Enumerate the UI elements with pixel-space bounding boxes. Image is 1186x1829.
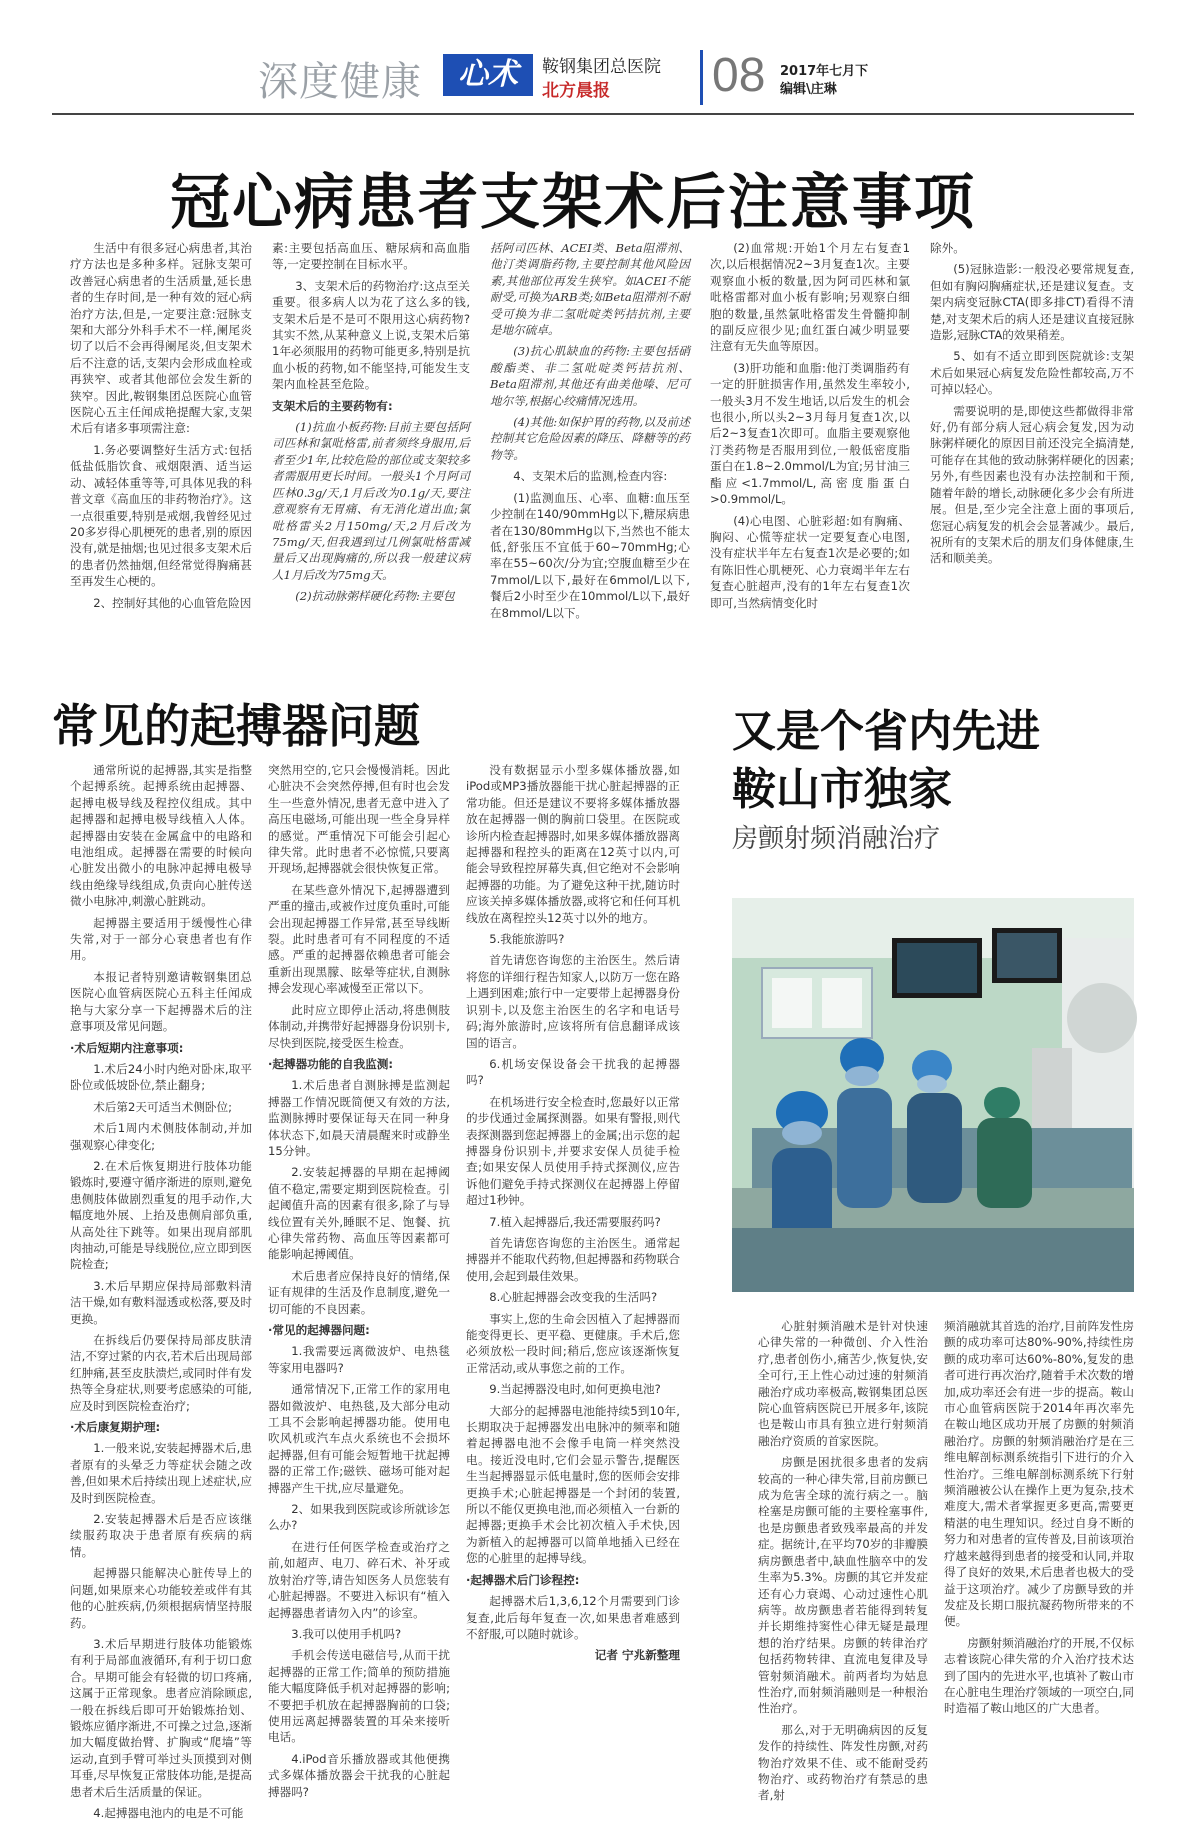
article1-headline: 冠心病患者支架术后注意事项 xyxy=(170,168,976,238)
paragraph: 4.iPod音乐播放器或其他便携式多媒体播放器会干扰我的心脏起搏器吗? xyxy=(268,1751,450,1799)
paragraph: 1.术后患者自测脉搏是监测起搏器工作情况既简便又有效的方法,监测脉搏时要保证每天在同一种身体状态下,如晨天清晨醒来时或静坐15分钟。 xyxy=(268,1078,450,1158)
paragraph: 术后患者应保持良好的情绪,保证有规律的生活及作息制度,避免一切可能的不良因素。 xyxy=(268,1268,450,1316)
paragraph: 3、支架术后的药物治疗:这点至关重要。很多病人以为花了这么多的钱,支架术后是不是可不限用这心病药物?其实不然,从某种意义上说,支架术后第1年必须服用的药物可能更多,特别是抗血小板的药物,如不能坚持,可能发生支架内血栓甚至危险。 xyxy=(272,278,470,392)
paragraph: 在进行任何医学检查或治疗之前,如超声、电刀、碎石术、补牙或放射治疗等,请告知医务人员您装有心脏起搏器。不要进入标识有“植入起搏器患者请勿入内”的诊室。 xyxy=(268,1539,450,1620)
article2-col2 xyxy=(268,762,450,1807)
paragraph: 心脏射频消融术是针对快速心律失常的一种微创、介入性治疗,患者创伤小,痛苦少,恢复快,安全可行,王上性心动过速的射频消融治疗成功率极高,鞍钢集团总医院心血管病医院已开展多年,该院也是鞍山市具有独立进行射频消融治疗资质的首家医院。 xyxy=(758,1319,928,1448)
paragraph: 9.当起搏器没电时,如何更换电池? xyxy=(489,1382,661,1397)
paragraph: 起搏器术后1,3,6,12个月需要到门诊复查,此后每年复查一次,如果患者难感到不舒服,可以随时就诊。 xyxy=(466,1594,680,1641)
paragraph: 1.一般来说,安装起搏器术后,患者原有的头晕乏力等症状会随之改善,但如果术后持续出现上述症状,应及时到医院检查。 xyxy=(70,1441,252,1505)
section-name: 深度健康 xyxy=(258,59,422,105)
paragraph: 首先请您咨询您的主治医生。通常起搏器并不能取代药物,但起搏器和药物联合使用,会起到最佳效果。 xyxy=(466,1235,680,1283)
article1-col4 xyxy=(710,240,910,660)
paragraph: 术后1周内术侧肢体制动,并加强观察心律变化; xyxy=(70,1121,252,1152)
subheading: ·起搏器功能的自我监测: xyxy=(268,1056,393,1071)
article3-col1 xyxy=(758,1318,928,1808)
subheading: 支架术后的主要药物有: xyxy=(272,398,393,413)
paragraph: 频消融就其首选的治疗,目前阵发性房颤的成功率可达80%-90%,持续性房颤的成功率可达60%-80%,复发的患者可进行再次治疗,随着手术次数的增加,成功率还会有进一步的提高。鞍山市心血管病医院于2014年再次率先在鞍山地区成功开展了房颤的射频消融治疗。房颤的射频消融治疗是在三维电解剖标测系统指引下进行的介入性治疗。三维电解剖标测系统下行射频消融被公认在操作上更为复杂,技术难度大,需术者掌握更多更高,需要更精湛的电生理知识。经过自身不断的努力和对患者的宣传普及,目前该项治疗越来越得到患者的接受和认同,并取得了良好的效果,术后患者也极大的受益于这项治疗。减少了房颤导致的并发症及长期口服抗凝药物所带来的不便。 xyxy=(944,1319,1134,1629)
paragraph: 此时应立即停止活动,将患侧肢体制动,并携带好起搏器身份识别卡,尽快到医院,接受医生检查。 xyxy=(268,1002,450,1050)
paragraph: 3.术后早期应保持局部敷料清洁干燥,如有敷料湿透或松落,要及时更换。 xyxy=(70,1278,252,1326)
paragraph: (4)其他:如保护胃的药物,以及前述控制其它危险因素的降压、降糖等的药物等。 xyxy=(490,415,690,462)
paragraph: 2、如果我到医院或诊所就诊怎么办? xyxy=(268,1502,450,1533)
paragraph: 通常情况下,正常工作的家用电器如微波炉、电热毯,及大部分电动工具不会影响起搏器功能。使用电吹风机或汽车点火系统也不会损坏起搏器,但有可能会短暂地干扰起搏器的正常工作;磁铁、磁场可能对起搏器产生干扰,应尽量避免。 xyxy=(268,1382,450,1495)
paragraph: (3)肝功能和血脂:他汀类调脂药有一定的肝脏损害作用,虽然发生率较小,一般头3月不发生地话,以后发生的机会也很小,所以头2~3月每月复查1次,以后2~3复查1次即可。血脂主要观察他汀类药物是否服用到位,一般低密度脂蛋白在1.8~2.0mmol/L为宜;另甘油三酯应<1.7mmol/L,高密度脂蛋白>0.9mmol/L。 xyxy=(710,360,910,507)
paragraph: 括阿司匹林、ACEI类、Beta阻滞剂、他汀类调脂药物,主要控制其他风险因素,其他部位再发生狭窄。如ACEI不能耐受,可换为ARB类;如Beta阻滞剂不耐受可换为非二氢吡啶类钙拮抗剂,主要是地尔硫卓。 xyxy=(490,241,690,338)
paragraph: 在机场进行安全检查时,您最好以正常的步伐通过金属探测器。如果有警报,则代表探测器到您起搏器上的金属;出示您的起搏器身份识别卡,并要求安保人员徒手检查;如果安保人员使用手持式探测仪,应告诉他们避免手持式探测仪在起搏器上停留超过1秒钟。 xyxy=(466,1094,680,1208)
masthead-divider xyxy=(700,50,703,105)
paragraph: 手机会传送电磁信号,从而干扰起搏器的正常工作;简单的预防措施能大幅度降低手机对起搏器的影响;不要把手机放在起搏器胸前的口袋;使用远离起搏器装置的耳朵来接听电话。 xyxy=(268,1648,450,1745)
article3-subtitle: 房颤射频消融治疗 xyxy=(732,824,941,854)
subheading: ·术后短期内注意事项: xyxy=(70,1040,184,1055)
paragraph: 通常所说的起搏器,其实是指整个起搏系统。起搏系统由起搏器、起搏电极导线及程控仪组成。其中起搏器和起搏电极导线植入人体。起搏器由安装在金属盒中的电路和电池组成。起搏器在需要的时候向心脏发出微小的电脉冲起搏电极导线由绝缘导线组成,负责向心脏传送微小电脉冲,刺激心脏跳动。 xyxy=(70,763,252,909)
paragraph: 首先请您咨询您的主治医生。然后请将您的详细行程告知家人,以防万一您在路上遇到困难;旅行中一定要带上起搏器身份识别卡,以及您主治医生的名字和电话号码;海外旅游时,应该将所有信息翻译成该国的语言。 xyxy=(466,953,680,1050)
article1-col2 xyxy=(272,240,470,660)
article1-col1 xyxy=(70,240,252,660)
article2-headline: 常见的起搏器问题 xyxy=(52,699,420,753)
paragraph: 在拆线后仍要保持局部皮肤清洁,不穿过紧的内衣,若术后出现局部红肿痛,甚至皮肤溃烂,或同时伴有发热等全身症状,则要考虑感染的可能,应及时到医院检查治疗; xyxy=(70,1333,252,1413)
paragraph: 4.起搏器电池内的电是不可能 xyxy=(93,1805,244,1820)
column-logo: 心术 xyxy=(443,54,533,96)
article2-col3 xyxy=(466,762,680,1807)
paragraph: (2)血常规:开始1个月左右复查1次,以后根据情况2~3月复查1次。主要观察血小板的数量,因为阿司匹林和氯吡格雷都对血小板有影响;另观察白细胞的数量,虽然氯吡格雷发生骨髓抑制的副反应很少见;血红蛋白减少明显要注意有无失血等原因。 xyxy=(710,241,910,354)
subheading: ·起搏器术后门诊程控: xyxy=(466,1572,580,1587)
article3-headline-line2: 鞍山市独家 xyxy=(732,764,952,815)
hospital-name: 鞍钢集团总医院 xyxy=(542,57,661,77)
article2-col1 xyxy=(70,762,252,1820)
operating-room-photo xyxy=(732,898,1134,1292)
subheading: ·常见的起搏器问题: xyxy=(268,1323,370,1337)
paragraph: (1)抗血小板药物:目前主要包括阿司匹林和氯吡格雷,前者须终身服用,后者至少1年,比较危险的部位或支架较多者需服用更长时间。一般头1个月阿司匹林0.3g/天,1月后改为0.1g/天,要注意观察有无胃痛、有无消化道出血;氯吡格雷头2月150mg/天,2月后改为75mg/天,但我遇到过几例氯吡格雷减量后又出现胸痛的,所以我一般建议病人1月后改为75mg天。 xyxy=(272,420,470,582)
paragraph: 本报记者特别邀请鞍钢集团总医院心血管病医院心五科主任闻成艳与大家分享一下起搏器术后的注意事项及常见问题。 xyxy=(70,969,252,1034)
paragraph: 起搏器主要适用于缓慢性心律失常,对于一部分心衰患者也有作用。 xyxy=(70,915,252,963)
paragraph: 5、如有不适立即到医院就诊:支架术后如果冠心病复发危险性都较高,万不可掉以轻心。 xyxy=(930,349,1134,397)
paragraph: 2.安装起搏器术后是否应该继续服药取决于患者原有疾病的病情。 xyxy=(70,1512,252,1559)
paragraph: 大部分的起搏器电池能持续5到10年,长期取决于起搏器发出电脉冲的频率和随着起搏器电池不会像手电筒一样突然没电。接近没电时,它们会显示警告,提醒医生当起搏器显示低电量时,您的医师会安排更换手术;心脏起搏器是一个封闭的装置,所以不能仅更换电池,而必须植入一台新的起搏器;更换手术会比初次植入手术快,因为新植入的起搏器可以简单地插入已经在您的心脏里的起搏导线。 xyxy=(466,1403,680,1566)
paragraph: 2、控制好其他的心血管危险因 xyxy=(93,595,252,610)
paragraph: 房颤是困扰很多患者的发病较高的一种心律失常,目前房颤已成为危害全球的流行病之一。脑栓塞是房颤可能的主要栓塞事件,也是房颤患者致残率最高的并发症。据统计,在平均70岁的非瓣膜病房颤患者中,缺血性脑卒中的发生率为5.3%。房颤的其它并发症还有心力衰竭、心动过速性心肌病等。故房颤患者若能得到转复并长期维持窦性心律无疑是最理想的治疗结果。房颤的转律治疗包括药物转律、直流电复律及导管射频消融术。前两者均为姑息性治疗,而射频消融则是一种根治性治疗。 xyxy=(758,1455,928,1716)
paragraph: 那么,对于无明确病因的反复发作的持续性、阵发性房颤,对药物治疗效果不佳、或不能耐受药物治疗、或药物治疗有禁忌的患者,射 xyxy=(758,1722,928,1803)
paragraph: 8.心脏起搏器会改变我的生活吗? xyxy=(489,1290,658,1305)
subheading: ·术后康复期护理: xyxy=(70,1420,161,1435)
paragraph: (3)抗心肌缺血的药物:主要包括硝酸酯类、非二氢吡啶类钙拮抗剂、Beta阻滞剂,其他还有曲美他嗪、尼可地尔等,根据心绞痛情况选用。 xyxy=(490,344,690,408)
paragraph: 5.我能旅游吗? xyxy=(489,932,565,947)
paragraph: 1.务必要调整好生活方式:包括低盐低脂饮食、戒烟限酒、适当运动、减轻体重等等,可具体见我的科普文章《高血压的非药物治疗》。这一点很重要,特别是戒烟,我曾经见过20多岁得心肌梗死的患者,别的原因没有,就是抽烟;也见过很多支架术后的患者仍然抽烟,但经常觉得胸痛甚至再发生心梗的。 xyxy=(70,442,252,589)
article1-col5 xyxy=(930,240,1134,660)
paragraph: 突然用空的,它只会慢慢消耗。因此心脏决不会突然停搏,但有时也会发生一些意外情况,患者无意中进入了高压电磁场,可能出现一些全身异样的感觉。严重情况下可能会引起心律失常。此时患者不必惊慌,只要离开现场,起搏器就会很快恢复正常。 xyxy=(268,763,450,876)
paragraph: 起搏器只能解决心脏传导上的问题,如果原来心功能较差或伴有其他的心脏疾病,仍须根据病情坚持服药。 xyxy=(70,1566,252,1630)
editor-credit: 编辑\庄琳 xyxy=(780,82,837,97)
paragraph: 在某些意外情况下,起搏器遭到严重的撞击,或被作过度负重时,可能会出现起搏器工作异常,甚至导线断裂。此时患者可有不同程度的不适感。严重的起搏器依赖患者可能会重新出现黑朦、眩晕等症状,自测脉搏会发现心率减慢至正常以下。 xyxy=(268,882,450,996)
article1-col3 xyxy=(490,240,690,660)
paragraph: 3.我可以使用手机吗? xyxy=(291,1626,402,1641)
reporter-credit: 记者 宁兆新整理 xyxy=(594,1648,680,1663)
article3-headline-line1: 又是个省内先进 xyxy=(732,706,1040,757)
paragraph: (5)冠脉造影:一般没必要常规复查,但如有胸闷胸痛症状,还是建议复查。支架内病变冠脉CTA(即多排CT)看得不清楚,对支架术后的病人还是建议直接冠脉造影,冠脉CTA的效果稍差。 xyxy=(930,262,1134,343)
paragraph: 2.安装起搏器的早期在起搏阈值不稳定,需要定期到医院检查。引起阈值升高的因素有很多,除了与导线位置有关外,睡眠不足、饱餐、抗心律失常药物、高血压等因素都可能影响起搏阈值。 xyxy=(268,1165,450,1262)
paragraph: (4)心电图、心脏彩超:如有胸痛、胸闷、心慌等症状一定要复查心电图,没有症状半年左右复查1次是必要的;如有陈旧性心肌梗死、心力衰竭半年左右复查心脏超声,没有的1年左右复查1次即可,当然病情变化时 xyxy=(710,513,910,610)
paragraph: 素:主要包括高血压、糖尿病和高血脂等,一定要控制在目标水平。 xyxy=(272,241,470,272)
paragraph: 1.术后24小时内绝对卧床,取平卧位或低坡卧位,禁止翻身; xyxy=(70,1061,252,1093)
paragraph: 3.术后早期进行肢体功能锻炼有利于局部血液循环,有利于切口愈合。早期可能会有轻微的切口疼痛,这属于正常现象。患者应消除顾虑,一般在拆线后即可开始锻炼抬划、锻炼应循序渐进,不可操之过急,逐渐加大幅度做抬臂、扩胸或“爬墙”等运动,直到手臂可举过头顶摸到对侧耳垂,尽早恢复正常肢体功能,是提高患者术后生活质量的保证。 xyxy=(70,1636,252,1799)
paragraph: 需要说明的是,即使这些都做得非常好,仍有部分病人冠心病会复发,因为动脉粥样硬化的原因目前还没完全搞清楚,可能存在其他的致动脉粥样硬化的因素;另外,有些因素也没有办法控制和干预,随着年龄的增长,动脉硬化多少会有所进展。但是,至少完全注意上面的事项后,您冠心病复发的机会会显著减少。最后,祝所有的支架术后的朋友们身体健康,生活和顺美美。 xyxy=(930,403,1134,566)
paragraph: 2.在术后恢复期进行肢体功能锻炼时,要遵守循序渐进的原则,避免患侧肢体做剧烈重复的甩手动作,大幅度地外展、上抬及患侧肩部负重,从高处往下跳等。如果出现肩部肌肉抽动,可能是导线脱位,应立即到医院检查; xyxy=(70,1158,252,1272)
paragraph: 7.植入起搏器后,我还需要服药吗? xyxy=(489,1214,661,1229)
paragraph: 除外。 xyxy=(930,241,965,255)
paragraph: 6.机场安保设备会干扰我的起搏器吗? xyxy=(466,1056,680,1088)
paragraph: 没有数据显示小型多媒体播放器,如iPod或MP3播放器能干扰心脏起搏器的正常功能。但还是建议不要将多媒体播放器放在起搏器一侧的胸前口袋里。在医院或诊所内检查起搏器时,如果多媒体播放器离起搏器和程控头的距离在12英寸以内,可能会导致程控屏幕失真,但它绝对不会影响起搏器的功能。为了避免这种干扰,随访时应该关掉多媒体播放器,或将它和任何耳机线放在离程控头12英寸以外的地方。 xyxy=(466,763,680,925)
paragraph: 生活中有很多冠心病患者,其治疗方法也是多种多样。冠脉支架可改善冠心病患者的生活质量,延长患者的生存时间,是一种有效的冠心病治疗方法,但是,一定要注意:冠脉支架和大部分外科手术不一样,阑尾炎切了以后不会再得阑尾炎,但支架术后不注意的话,支架内会形成血栓或再狭窄、或者其他部位会发生新的狭窄。因此,鞍钢集团总医院心血管医院心五主任闻成艳提醒大家,支架术后有诸多事项需注意: xyxy=(70,241,252,436)
paragraph: (1)监测血压、心率、血糖:血压至少控制在140/90mmHg以下,糖尿病患者在130/80mmHg以下,当然也不能太低,舒张压不宜低于60~70mmHg;心率在55~60次/分为宜;空腹血糖至少在7mmol/L以下,最好在6mmol/L以下,餐后2小时至少在10mmol/L以下,最好在8mmol/L以下。 xyxy=(490,490,690,620)
page-number: 08 xyxy=(712,49,766,102)
paragraph: 术后第2天可适当术侧卧位; xyxy=(93,1099,233,1114)
paragraph: 事实上,您的生命会因植入了起搏器而能变得更长、更平稳、更健康。手术后,您必须放松一段时间;稍后,您应该逐渐恢复正常活动,或从事您之前的工作。 xyxy=(466,1311,680,1375)
paragraph: (2)抗动脉粥样硬化药物:主要包 xyxy=(295,589,455,604)
masthead-rule xyxy=(52,113,1134,115)
paragraph: 4、支架术后的监测,检查内容: xyxy=(513,469,668,484)
paragraph: 房颤射频消融治疗的开展,不仅标志着该院心律失常的介入治疗技术达到了国内的先进水平,也填补了鞍山市在心脏电生理治疗领域的一项空白,同时造福了鞍山地区的广大患者。 xyxy=(944,1635,1134,1716)
article3-col2 xyxy=(944,1318,1134,1808)
issue-date: 2017年七月下 xyxy=(780,64,869,79)
newspaper-logo: 北方晨报 xyxy=(542,81,610,101)
paragraph: 1.我需要远离微波炉、电热毯等家用电器吗? xyxy=(268,1344,450,1375)
